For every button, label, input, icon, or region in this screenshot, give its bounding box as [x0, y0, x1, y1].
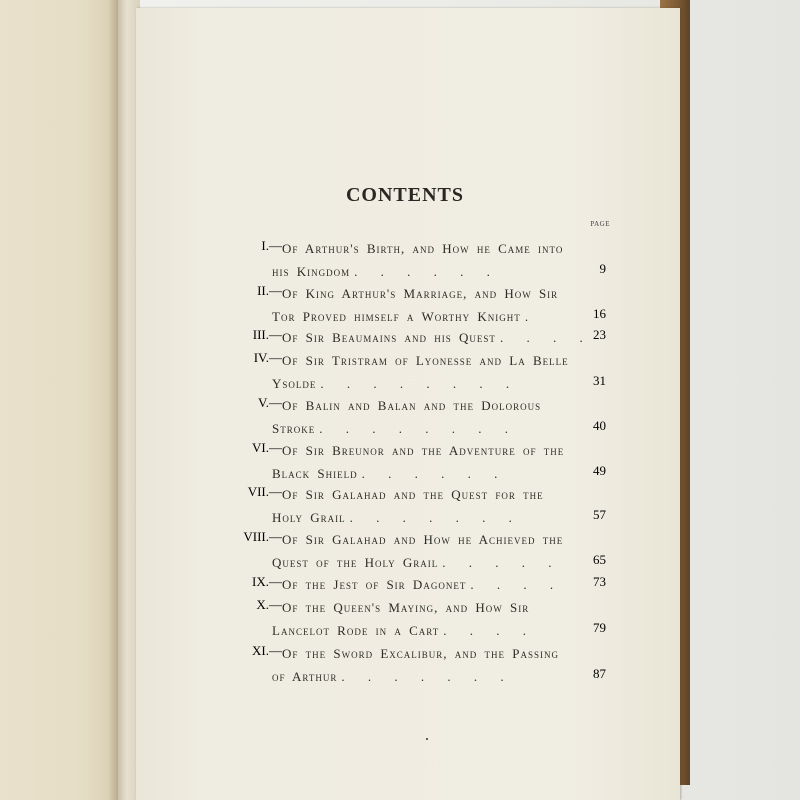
- chapter-title-line-1: Of the Queen's Maying, and How Sir: [282, 600, 530, 615]
- chapter-number: II.—: [257, 283, 282, 298]
- dot-leaders: . . . . . . . .: [319, 421, 518, 436]
- toc-entry-line: [282, 481, 578, 503]
- chapter-title-line-1: Of the Jest of Sir Dagonet: [282, 577, 467, 592]
- toc-entry-line: [282, 571, 578, 593]
- dot-leaders: . . . . . . .: [349, 510, 522, 525]
- toc-entry-line: [282, 437, 578, 459]
- toc-entry-line: [282, 280, 578, 302]
- chapter-number: I.—: [261, 238, 282, 253]
- toc-entry-line: [282, 347, 578, 369]
- dot-leaders: . . . .: [470, 577, 564, 592]
- chapter-title-line-2: Lancelot Rode in a Cart: [272, 623, 440, 638]
- chapter-number: V.—: [258, 395, 282, 410]
- chapter-title-line-1: Of Arthur's Birth, and How he Came into: [282, 241, 564, 256]
- page-number: 79: [593, 620, 606, 635]
- page-number: 73: [593, 574, 606, 589]
- toc-entry-line: [272, 460, 578, 482]
- dot-leaders: . . . . . .: [354, 264, 500, 279]
- dot-leaders: . . . .: [443, 623, 536, 638]
- dot-leaders: . . . .: [499, 330, 593, 345]
- chapter-title-line-2: Black Shield: [272, 466, 358, 481]
- page-number: 40: [593, 418, 606, 433]
- chapter-number: X.—: [256, 597, 282, 612]
- page-number: 23: [593, 327, 606, 342]
- chapter-title-line-1: Of Sir Breunor and the Adventure of the: [282, 443, 565, 458]
- chapter-title-line-1: Of Sir Beaumains and his Quest: [282, 330, 496, 345]
- page-column-label: PAGE: [590, 220, 610, 228]
- toc-entry-line: [272, 303, 578, 325]
- chapter-title-line-1: Of the Sword Excalibur, and the Passing: [282, 646, 560, 661]
- dot-leaders: . . . . .: [442, 555, 562, 570]
- chapter-title-line-1: Of Sir Galahad and How he Achieved the: [282, 532, 564, 547]
- chapter-title-line-2: Quest of the Holy Grail: [272, 555, 439, 570]
- chapter-title-line-1: Of Sir Galahad and the Quest for the: [282, 487, 544, 502]
- chapter-number: IV.—: [253, 350, 282, 365]
- chapter-number: III.—: [252, 327, 282, 342]
- page-title: CONTENTS: [345, 184, 465, 206]
- toc-entry-line: [282, 526, 578, 548]
- chapter-title-line-1: Of King Arthur's Marriage, and How Sir: [282, 286, 559, 301]
- page-number: 65: [593, 552, 606, 567]
- left-facing-page: [0, 0, 118, 800]
- chapter-title-line-2: Holy Grail: [272, 510, 346, 525]
- page-number: 87: [593, 666, 606, 681]
- dot-leaders: . . . . . . .: [341, 669, 514, 684]
- toc-entry-line: [272, 663, 578, 685]
- toc-entry-line: [282, 324, 593, 346]
- dot-leaders: .: [524, 309, 539, 324]
- toc-entry-line: [272, 415, 578, 437]
- chapter-title-line-2: Stroke: [272, 421, 316, 436]
- toc-entry-line: [282, 235, 578, 257]
- page-number: 31: [593, 373, 606, 388]
- chapter-title-line-2: of Arthur: [272, 669, 338, 684]
- page-number: 9: [599, 261, 606, 276]
- dot-leaders: . . . . . .: [361, 466, 508, 481]
- page-number: 57: [593, 507, 606, 522]
- page-number: 49: [593, 463, 606, 478]
- toc-entry-line: [272, 258, 578, 280]
- toc-entry-line: [272, 504, 578, 526]
- chapter-number: VII.—: [247, 484, 282, 499]
- chapter-title-line-1: Of Balin and Balan and the Dolorous: [282, 398, 542, 413]
- chapter-number: XI.—: [252, 643, 282, 658]
- chapter-title-line-1: Of Sir Tristram of Lyonesse and La Belle: [282, 353, 569, 368]
- toc-entry-line: [272, 370, 578, 392]
- toc-entry-line: [282, 392, 578, 414]
- chapter-number: VI.—: [252, 440, 282, 455]
- chapter-number: VIII.—: [243, 529, 282, 544]
- chapter-title-line-2: his Kingdom: [272, 264, 351, 279]
- toc-entry-line: [272, 549, 578, 571]
- toc-entry-line: [282, 640, 578, 662]
- chapter-title-line-2: Ysolde: [272, 376, 317, 391]
- chapter-title-line-2: Tor Proved himself a Worthy Knight: [272, 309, 521, 324]
- page-speck: [426, 738, 428, 740]
- toc-entry-line: [272, 617, 578, 639]
- toc-entry-line: [282, 594, 578, 616]
- dot-leaders: . . . . . . . .: [320, 376, 520, 391]
- chapter-number: IX.—: [252, 574, 282, 589]
- page-number: 16: [593, 306, 606, 321]
